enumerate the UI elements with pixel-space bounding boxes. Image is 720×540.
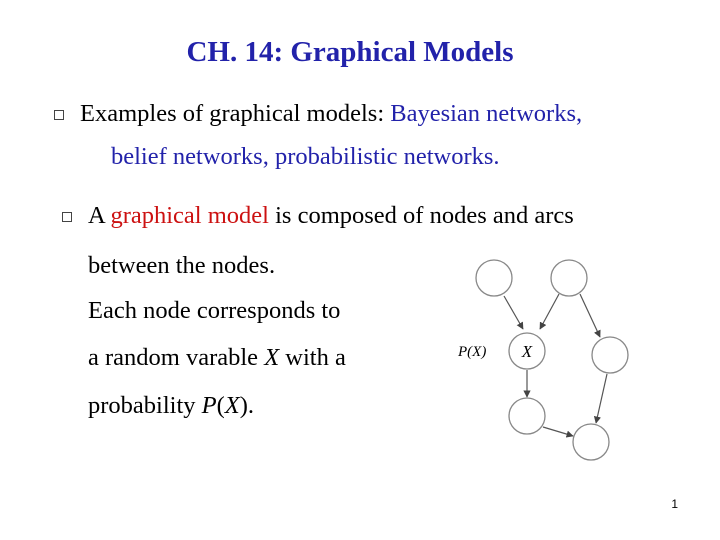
bullet1-line1 (80, 102, 582, 127)
variable-x: X (264, 344, 280, 371)
node-top-right (551, 260, 587, 296)
node-right (592, 337, 628, 373)
bullet1-highlight: Bayesian networks, (390, 100, 583, 127)
node-lower (509, 398, 545, 434)
edge-lower-to-bottom (543, 427, 573, 436)
bullet1-text: Examples of graphical models: (80, 100, 391, 127)
bullet2-text-b: is composed of nodes and arcs (268, 202, 574, 229)
bullet2-line5-text: probability (88, 392, 202, 419)
bullet2-line5 (88, 394, 254, 419)
node-bottom (573, 424, 609, 460)
bayesian-network-diagram (440, 250, 640, 465)
bullet2-line3: Each node corresponds to (88, 297, 341, 324)
bullet2-highlight: graphical model (110, 202, 269, 229)
variable-p: P (201, 392, 217, 419)
probability-label: P(X) (458, 344, 487, 360)
bullet2-text-a: A (88, 202, 111, 229)
edge-top-right-to-x (540, 294, 559, 329)
bullet-marker-2 (62, 212, 72, 222)
bullet2-line4 (88, 346, 346, 371)
slide-title: CH. 14: Graphical Models (186, 36, 514, 68)
edge-top-left-to-x (504, 296, 523, 329)
page-number: 1 (671, 497, 678, 511)
edge-right-to-bottom (596, 374, 607, 423)
bullet1-line2: belief networks, probabilistic networks. (111, 143, 500, 170)
bullet2-line4-text: a random varable (88, 344, 265, 371)
node-x-label: X (521, 342, 533, 361)
paren-open: ( (216, 392, 225, 419)
bullet2-line1 (88, 204, 574, 229)
edge-top-right-to-right (580, 294, 600, 337)
node-top-left (476, 260, 512, 296)
bullet2-line2: between the nodes. (88, 252, 276, 279)
bullet2-line4-tail: with a (279, 344, 346, 371)
paren-close: ). (239, 392, 255, 419)
bullet-marker-1 (54, 110, 64, 120)
variable-x-2: X (224, 392, 240, 419)
